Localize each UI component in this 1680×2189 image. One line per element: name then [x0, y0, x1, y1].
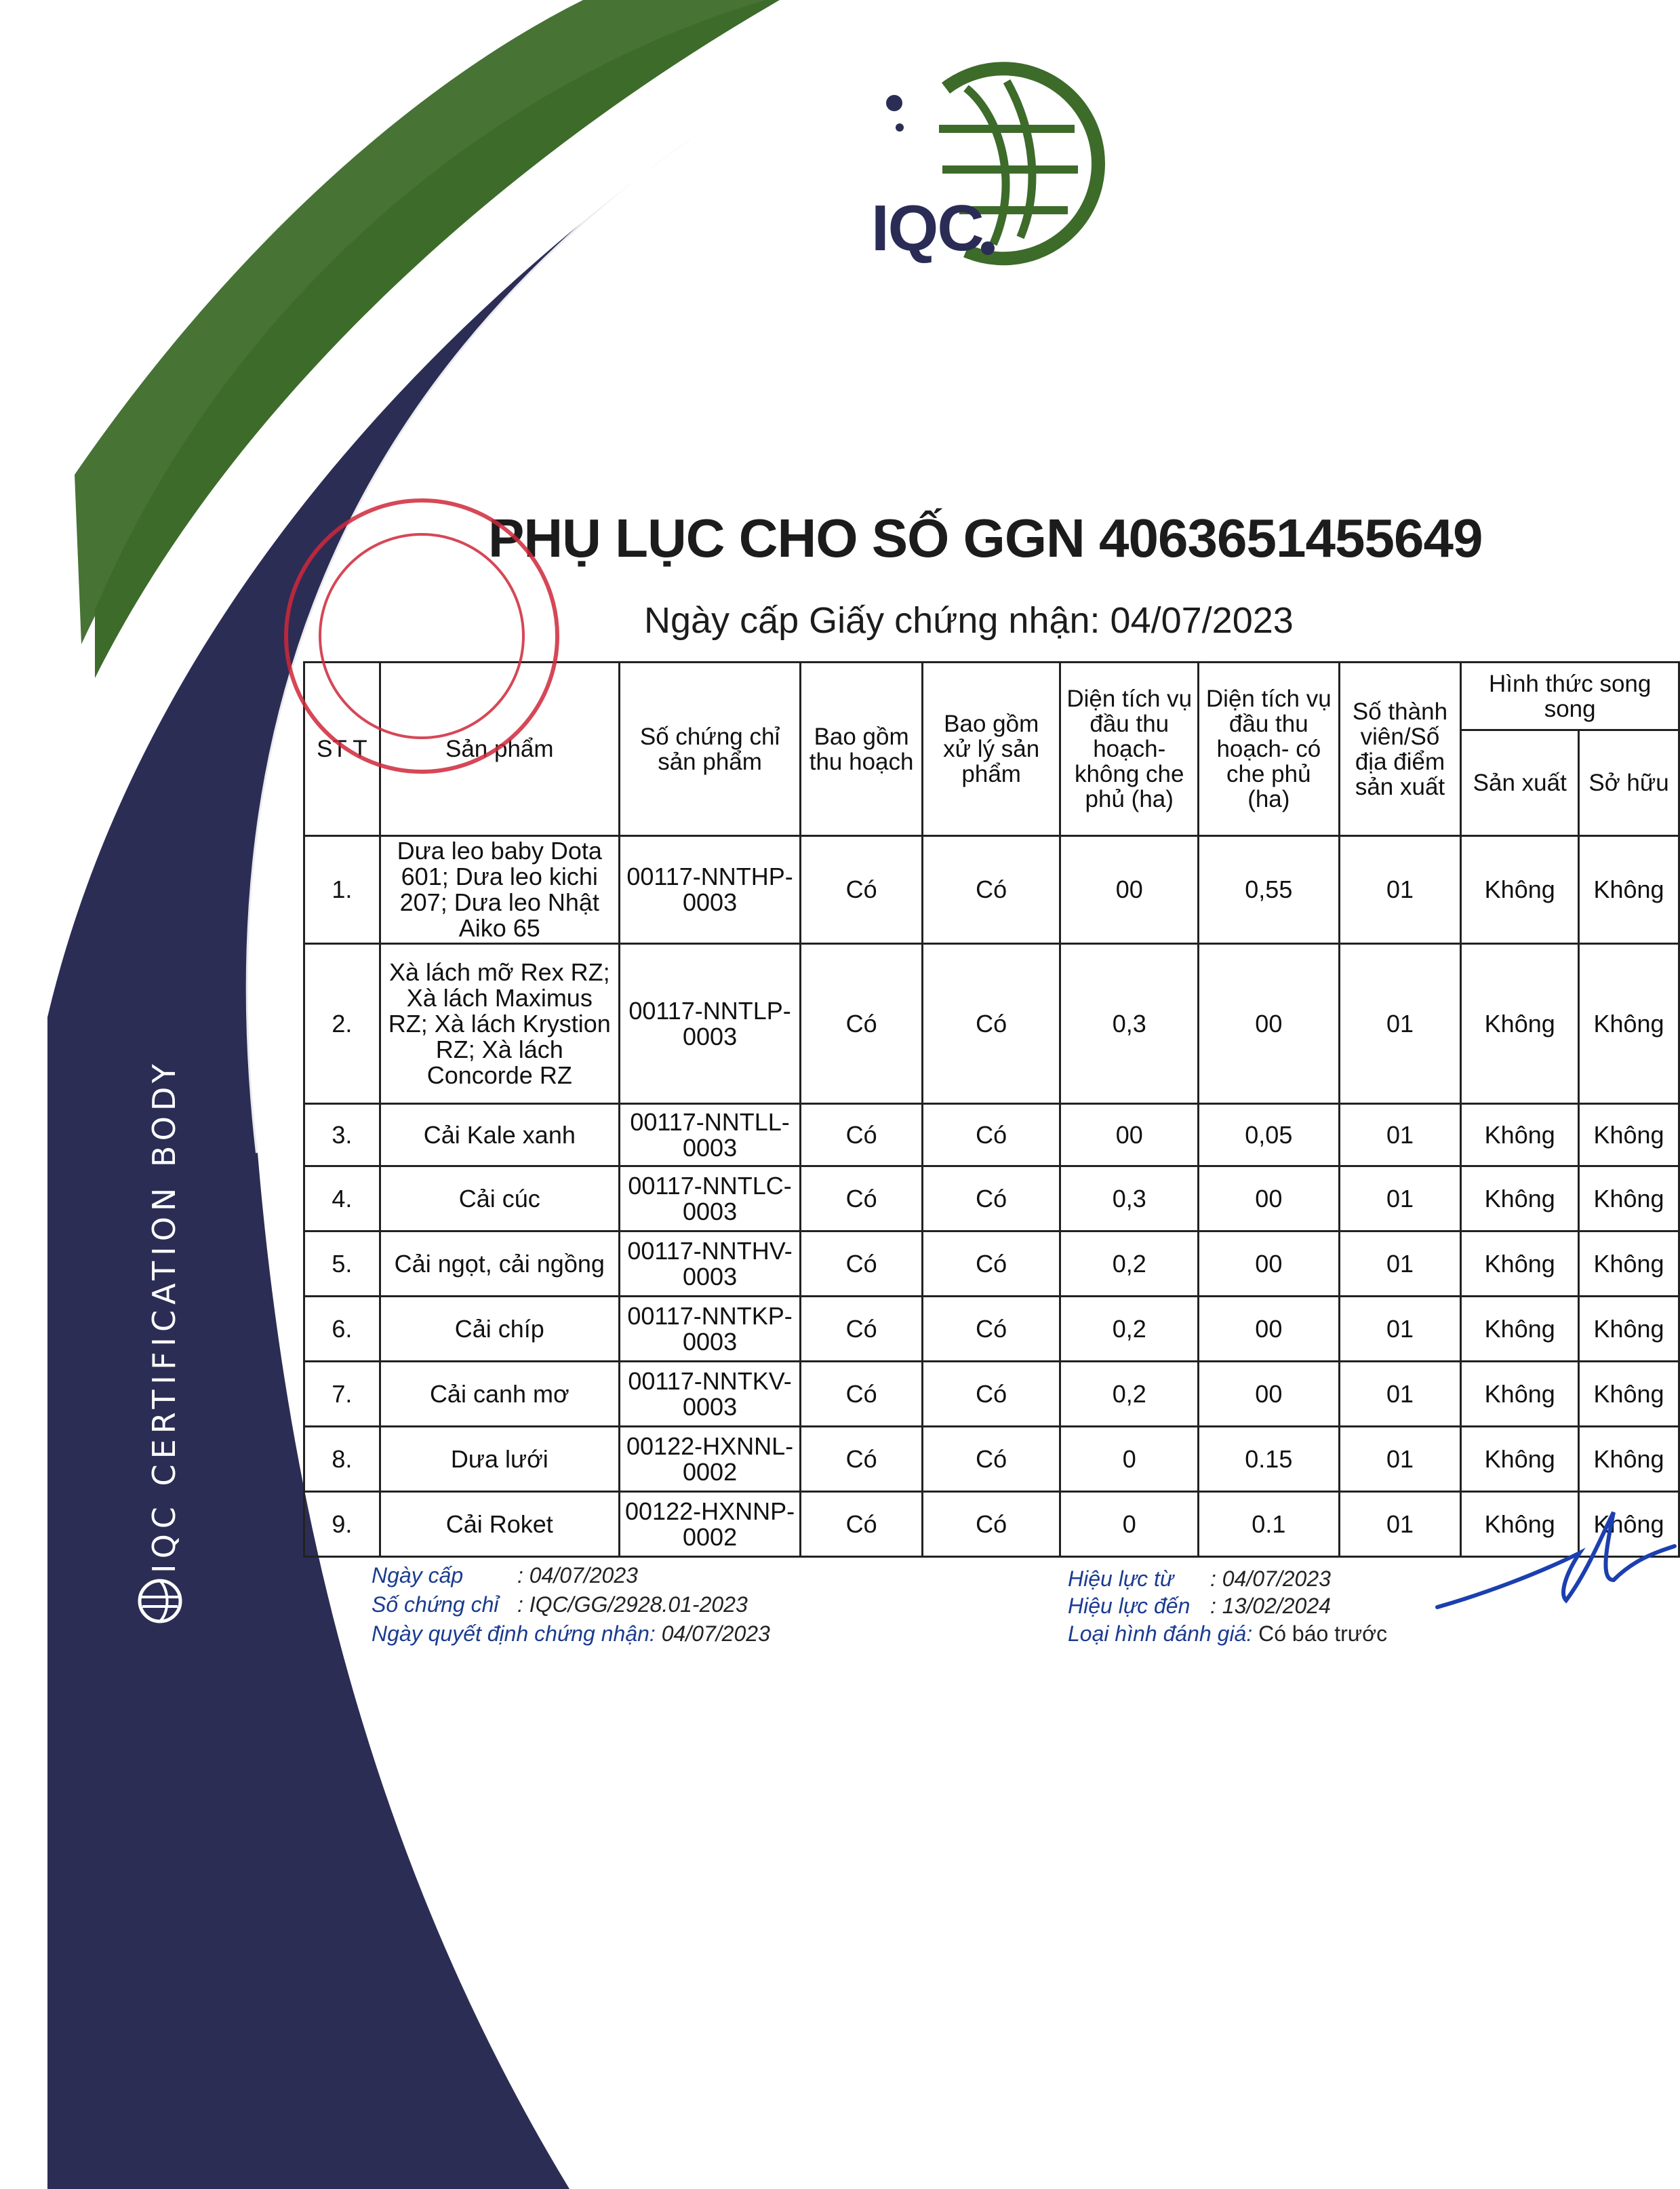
iqc-logo-text: IQC — [871, 192, 983, 264]
annex-table — [303, 661, 1680, 1558]
cell-production: Không — [1461, 1362, 1579, 1427]
footer-issue-date — [372, 1563, 638, 1588]
cell-harvest: Có — [801, 1104, 923, 1166]
cell-production: Không — [1461, 1166, 1579, 1231]
cell-product: Cải ngọt, cải ngồng — [380, 1231, 619, 1297]
header-parallel: Hình thức song song — [1461, 663, 1679, 730]
footer-valid-to — [1068, 1594, 1331, 1619]
cell-cert: 00117-NNTKV-0003 — [619, 1362, 800, 1427]
cell-harvest: Có — [801, 1166, 923, 1231]
cell-covered: 0,55 — [1199, 836, 1340, 944]
cell-harvest: Có — [801, 1297, 923, 1362]
side-brand-text: IQC CERTIFICATION BODY — [146, 1059, 182, 1573]
cell-production: Không — [1461, 1231, 1579, 1297]
cell-product: Dưa leo baby Dota 601; Dưa leo kichi 207; Dưa leo Nhật Aiko 65 — [380, 836, 619, 944]
cell-cert: 00117-NNTHV-0003 — [619, 1231, 800, 1297]
footer-valid-to-label: Hiệu lực đến — [1068, 1594, 1191, 1618]
cell-members: 01 — [1339, 1362, 1461, 1427]
cell-covered: 0,05 — [1199, 1104, 1340, 1166]
cell-ownership: Không — [1579, 1427, 1679, 1492]
cell-stt: 4. — [304, 1166, 380, 1231]
footer-valid-from — [1068, 1566, 1331, 1592]
cell-production: Không — [1461, 944, 1579, 1104]
header-members: Số thành viên/Số địa điểm sản xuất — [1339, 663, 1461, 836]
cell-stt: 2. — [304, 944, 380, 1104]
cell-ownership: Không — [1579, 1166, 1679, 1231]
header-stt: ST T — [304, 663, 380, 836]
cell-harvest: Có — [801, 944, 923, 1104]
header-area-uncovered: Diện tích vụ đầu thu hoạch- không che phủ (ha) — [1060, 663, 1199, 836]
cell-uncovered: 0 — [1060, 1427, 1199, 1492]
cell-members: 01 — [1339, 1492, 1461, 1557]
cell-processing: Có — [922, 1231, 1060, 1297]
footer-cert-no — [372, 1592, 748, 1617]
table-row — [304, 1166, 1679, 1231]
footer-cert-no-label: Số chứng chỉ — [372, 1592, 499, 1617]
page-title: PHỤ LỤC CHO SỐ GGN 4063651455649 — [488, 508, 1483, 568]
cell-product: Cải canh mơ — [380, 1362, 619, 1427]
cell-processing: Có — [922, 1166, 1060, 1231]
cell-covered: 00 — [1199, 1362, 1340, 1427]
cell-members: 01 — [1339, 1297, 1461, 1362]
header-parallel-production: Sản xuất — [1461, 730, 1579, 836]
table-row — [304, 1427, 1679, 1492]
cell-covered: 00 — [1199, 1231, 1340, 1297]
cell-cert: 00117-NNTKP-0003 — [619, 1297, 800, 1362]
footer-valid-to-value: : 13/02/2024 — [1210, 1594, 1331, 1618]
cell-ownership: Không — [1579, 1104, 1679, 1166]
cell-members: 01 — [1339, 836, 1461, 944]
cell-processing: Có — [922, 1104, 1060, 1166]
cell-product: Cải Kale xanh — [380, 1104, 619, 1166]
cell-processing: Có — [922, 836, 1060, 944]
cell-ownership: Không — [1579, 836, 1679, 944]
cell-production: Không — [1461, 1492, 1579, 1557]
header-cert-no: Số chứng chỉ sản phẩm — [619, 663, 800, 836]
cell-cert: 00122-HXNNL-0002 — [619, 1427, 800, 1492]
cell-covered: 00 — [1199, 1166, 1340, 1231]
table-row — [304, 836, 1679, 944]
cell-cert: 00117-NNTLC-0003 — [619, 1166, 800, 1231]
cell-product: Xà lách mỡ Rex RZ; Xà lách Maximus RZ; Xà lách Krystion RZ; Xà lách Concorde RZ — [380, 944, 619, 1104]
cell-uncovered: 0,3 — [1060, 944, 1199, 1104]
issue-date-subtitle: Ngày cấp Giấy chứng nhận: 04/07/2023 — [644, 600, 1294, 641]
cell-members: 01 — [1339, 944, 1461, 1104]
cell-harvest: Có — [801, 836, 923, 944]
table-row — [304, 1362, 1679, 1427]
cell-product: Cải cúc — [380, 1166, 619, 1231]
cell-cert: 00117-NNTLP-0003 — [619, 944, 800, 1104]
footer-cert-no-value: : IQC/GG/2928.01-2023 — [517, 1592, 748, 1617]
signature — [1431, 1499, 1680, 1634]
cell-processing: Có — [922, 1297, 1060, 1362]
cell-stt: 1. — [304, 836, 380, 944]
cell-cert: 00117-NNTLL-0003 — [619, 1104, 800, 1166]
cell-processing: Có — [922, 1427, 1060, 1492]
cell-product: Cải chíp — [380, 1297, 619, 1362]
cell-harvest: Có — [801, 1231, 923, 1297]
cell-harvest: Có — [801, 1492, 923, 1557]
cell-production: Không — [1461, 836, 1579, 944]
cell-covered: 0.1 — [1199, 1492, 1340, 1557]
cell-stt: 5. — [304, 1231, 380, 1297]
cell-stt: 8. — [304, 1427, 380, 1492]
cell-stt: 3. — [304, 1104, 380, 1166]
footer-issue-date-value: : 04/07/2023 — [517, 1563, 638, 1587]
cell-ownership: Không — [1579, 944, 1679, 1104]
cell-uncovered: 0,2 — [1060, 1231, 1199, 1297]
cell-ownership: Không — [1579, 1492, 1679, 1557]
cell-stt: 9. — [304, 1492, 380, 1557]
cell-members: 01 — [1339, 1427, 1461, 1492]
header-area-covered: Diện tích vụ đầu thu hoạch- có che phủ (ha) — [1199, 663, 1340, 836]
cell-product: Dưa lưới — [380, 1427, 619, 1492]
cell-uncovered: 00 — [1060, 836, 1199, 944]
cell-production: Không — [1461, 1104, 1579, 1166]
footer-decision-date — [372, 1621, 770, 1646]
cell-uncovered: 00 — [1060, 1104, 1199, 1166]
footer-assessment — [1068, 1621, 1387, 1646]
table-row — [304, 1104, 1679, 1166]
cell-uncovered: 0 — [1060, 1492, 1199, 1557]
header-harvest: Bao gồm thu hoạch — [801, 663, 923, 836]
cell-processing: Có — [922, 944, 1060, 1104]
cell-covered: 00 — [1199, 1297, 1340, 1362]
cell-members: 01 — [1339, 1231, 1461, 1297]
cell-harvest: Có — [801, 1362, 923, 1427]
cell-stt: 6. — [304, 1297, 380, 1362]
header-parallel-ownership: Sở hữu — [1579, 730, 1679, 836]
footer-assessment-value: Có báo trước — [1258, 1621, 1388, 1646]
cell-uncovered: 0,2 — [1060, 1362, 1199, 1427]
cell-stt: 7. — [304, 1362, 380, 1427]
footer-valid-from-value: : 04/07/2023 — [1210, 1566, 1331, 1591]
footer-issue-date-label: Ngày cấp — [372, 1563, 464, 1587]
company-stamp — [273, 487, 571, 785]
table-row — [304, 1297, 1679, 1362]
header-product: Sản phẩm — [380, 663, 619, 836]
cell-covered: 00 — [1199, 944, 1340, 1104]
cell-production: Không — [1461, 1297, 1579, 1362]
cell-uncovered: 0,3 — [1060, 1166, 1199, 1231]
header-processing: Bao gồm xử lý sản phẩm — [922, 663, 1060, 836]
cell-product: Cải Roket — [380, 1492, 619, 1557]
cell-processing: Có — [922, 1492, 1060, 1557]
table-row — [304, 944, 1679, 1104]
cell-production: Không — [1461, 1427, 1579, 1492]
cell-ownership: Không — [1579, 1297, 1679, 1362]
footer-decision-date-label: Ngày quyết định chứng nhận: — [372, 1621, 656, 1646]
footer-decision-date-value: 04/07/2023 — [661, 1621, 770, 1646]
cell-cert: 00122-HXNNP-0002 — [619, 1492, 800, 1557]
cell-ownership: Không — [1579, 1362, 1679, 1427]
cell-harvest: Có — [801, 1427, 923, 1492]
cell-cert: 00117-NNTHP-0003 — [619, 836, 800, 944]
cell-covered: 0.15 — [1199, 1427, 1340, 1492]
cell-members: 01 — [1339, 1104, 1461, 1166]
cell-processing: Có — [922, 1362, 1060, 1427]
small-globe-icon — [136, 1577, 184, 1625]
footer-valid-from-label: Hiệu lực từ — [1068, 1566, 1174, 1591]
cell-ownership: Không — [1579, 1231, 1679, 1297]
cell-uncovered: 0,2 — [1060, 1297, 1199, 1362]
footer-assessment-label: Loại hình đánh giá: — [1068, 1621, 1253, 1646]
cell-members: 01 — [1339, 1166, 1461, 1231]
table-row — [304, 1231, 1679, 1297]
